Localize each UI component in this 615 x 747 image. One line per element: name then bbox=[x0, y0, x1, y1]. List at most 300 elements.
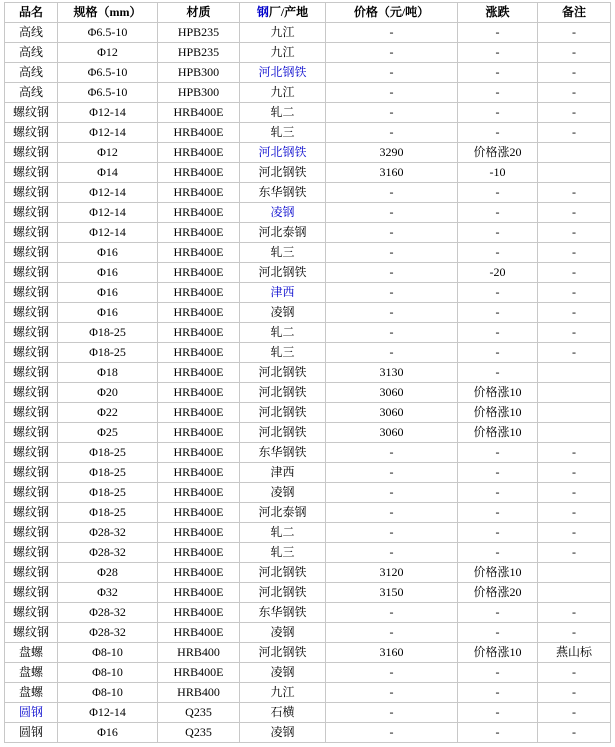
spec-cell: Φ16 bbox=[58, 243, 158, 263]
spec-cell: Φ25 bbox=[58, 423, 158, 443]
table-row bbox=[5, 623, 611, 643]
price-cell: 3150 bbox=[326, 583, 458, 603]
mill-cell: 凌钢 bbox=[240, 623, 326, 643]
price-cell: - bbox=[326, 243, 458, 263]
product-name-cell: 螺纹钢 bbox=[5, 163, 58, 183]
grade-cell: HRB400E bbox=[158, 183, 240, 203]
note-cell bbox=[538, 383, 611, 403]
change-cell: - bbox=[458, 283, 538, 303]
grade-cell: HRB400E bbox=[158, 343, 240, 363]
grade-cell: HRB400E bbox=[158, 463, 240, 483]
spec-cell: Φ18-25 bbox=[58, 323, 158, 343]
note-cell: - bbox=[538, 663, 611, 683]
table-row bbox=[5, 103, 611, 123]
grade-cell: HRB400E bbox=[158, 363, 240, 383]
spec-cell: Φ8-10 bbox=[58, 683, 158, 703]
product-name-cell: 高线 bbox=[5, 43, 58, 63]
product-name-cell: 螺纹钢 bbox=[5, 143, 58, 163]
grade-cell: HRB400E bbox=[158, 103, 240, 123]
product-name-cell: 螺纹钢 bbox=[5, 323, 58, 343]
spec-cell: Φ12-14 bbox=[58, 203, 158, 223]
product-name-cell: 螺纹钢 bbox=[5, 283, 58, 303]
product-name-cell: 盘螺 bbox=[5, 643, 58, 663]
product-name-cell: 螺纹钢 bbox=[5, 203, 58, 223]
spec-cell: Φ16 bbox=[58, 303, 158, 323]
product-name-cell: 螺纹钢 bbox=[5, 523, 58, 543]
grade-cell: HRB400E bbox=[158, 563, 240, 583]
note-cell: - bbox=[538, 623, 611, 643]
table-row bbox=[5, 223, 611, 243]
note-cell bbox=[538, 163, 611, 183]
steel-price-table bbox=[4, 2, 611, 743]
price-cell: - bbox=[326, 703, 458, 723]
table-row bbox=[5, 383, 611, 403]
table-row bbox=[5, 403, 611, 423]
spec-cell: Φ6.5-10 bbox=[58, 23, 158, 43]
mill-header-link[interactable]: 钢 bbox=[256, 5, 269, 19]
change-cell: - bbox=[458, 683, 538, 703]
change-cell: - bbox=[458, 123, 538, 143]
price-cell: - bbox=[326, 603, 458, 623]
table-row bbox=[5, 243, 611, 263]
change-cell: - bbox=[458, 623, 538, 643]
table-row bbox=[5, 443, 611, 463]
mill-cell: 河北泰钢 bbox=[240, 223, 326, 243]
price-cell: - bbox=[326, 283, 458, 303]
mill-cell: 河北钢铁 bbox=[240, 363, 326, 383]
change-cell: - bbox=[458, 663, 538, 683]
price-cell: 3290 bbox=[326, 143, 458, 163]
grade-cell: HRB400E bbox=[158, 303, 240, 323]
table-row bbox=[5, 543, 611, 563]
product-name-link[interactable]: 圆钢 bbox=[18, 705, 43, 719]
note-cell: - bbox=[538, 263, 611, 283]
mill-cell: 河北钢铁 bbox=[240, 563, 326, 583]
change-cell: - bbox=[458, 103, 538, 123]
mill-cell: 河北钢铁 bbox=[240, 643, 326, 663]
change-cell: - bbox=[458, 703, 538, 723]
product-name-cell: 盘螺 bbox=[5, 663, 58, 683]
grade-cell: HRB400E bbox=[158, 503, 240, 523]
spec-cell: Φ6.5-10 bbox=[58, 83, 158, 103]
mill-cell: 九江 bbox=[240, 83, 326, 103]
table-row bbox=[5, 43, 611, 63]
table-row bbox=[5, 163, 611, 183]
product-name-cell: 螺纹钢 bbox=[5, 263, 58, 283]
note-cell bbox=[538, 583, 611, 603]
spec-cell: Φ18-25 bbox=[58, 463, 158, 483]
price-cell: - bbox=[326, 543, 458, 563]
product-name-cell: 螺纹钢 bbox=[5, 103, 58, 123]
note-cell: - bbox=[538, 323, 611, 343]
mill-cell: 河北钢铁 bbox=[240, 583, 326, 603]
grade-cell: HRB400E bbox=[158, 143, 240, 163]
change-cell: 价格涨10 bbox=[458, 403, 538, 423]
grade-cell: HRB400E bbox=[158, 523, 240, 543]
note-cell bbox=[538, 563, 611, 583]
change-cell: 价格涨10 bbox=[458, 383, 538, 403]
mill-link[interactable]: 河北钢铁 bbox=[258, 145, 307, 159]
change-cell: - bbox=[458, 503, 538, 523]
note-cell bbox=[538, 363, 611, 383]
change-cell: 价格涨10 bbox=[458, 563, 538, 583]
table-row bbox=[5, 423, 611, 443]
price-cell: - bbox=[326, 683, 458, 703]
table-row bbox=[5, 63, 611, 83]
price-cell: 3130 bbox=[326, 363, 458, 383]
mill-cell: 河北钢铁 bbox=[240, 383, 326, 403]
grade-cell: HRB400E bbox=[158, 163, 240, 183]
mill-cell: 凌钢 bbox=[240, 663, 326, 683]
change-cell: - bbox=[458, 363, 538, 383]
change-cell: - bbox=[458, 83, 538, 103]
spec-cell: Φ18-25 bbox=[58, 343, 158, 363]
table-row bbox=[5, 23, 611, 43]
table-row bbox=[5, 703, 611, 723]
product-name-cell: 螺纹钢 bbox=[5, 363, 58, 383]
price-cell: - bbox=[326, 483, 458, 503]
table-row bbox=[5, 663, 611, 683]
table-row bbox=[5, 323, 611, 343]
mill-cell: 轧三 bbox=[240, 243, 326, 263]
grade-cell: HRB400E bbox=[158, 383, 240, 403]
change-cell: - bbox=[458, 543, 538, 563]
table-row bbox=[5, 563, 611, 583]
grade-cell: HRB400E bbox=[158, 663, 240, 683]
table-row bbox=[5, 603, 611, 623]
change-cell: - bbox=[458, 723, 538, 743]
mill-cell: 九江 bbox=[240, 43, 326, 63]
change-cell: - bbox=[458, 343, 538, 363]
grade-cell: HPB300 bbox=[158, 63, 240, 83]
mill-cell: 凌钢 bbox=[240, 303, 326, 323]
table-row bbox=[5, 683, 611, 703]
product-name-cell: 螺纹钢 bbox=[5, 463, 58, 483]
price-cell: - bbox=[326, 223, 458, 243]
product-name-cell: 螺纹钢 bbox=[5, 563, 58, 583]
note-cell bbox=[538, 143, 611, 163]
product-name-cell: 螺纹钢 bbox=[5, 243, 58, 263]
change-cell: 价格涨10 bbox=[458, 643, 538, 663]
table-row bbox=[5, 283, 611, 303]
spec-cell: Φ22 bbox=[58, 403, 158, 423]
spec-cell: Φ8-10 bbox=[58, 643, 158, 663]
note-cell: - bbox=[538, 23, 611, 43]
note-cell: - bbox=[538, 203, 611, 223]
change-cell: - bbox=[458, 603, 538, 623]
mill-cell: 河北泰钢 bbox=[240, 503, 326, 523]
note-cell: - bbox=[538, 503, 611, 523]
note-cell: - bbox=[538, 443, 611, 463]
table-row bbox=[5, 723, 611, 743]
mill-cell bbox=[240, 63, 326, 83]
spec-cell: Φ12-14 bbox=[58, 183, 158, 203]
note-cell: - bbox=[538, 183, 611, 203]
price-cell: - bbox=[326, 523, 458, 543]
product-name-cell: 圆钢 bbox=[5, 723, 58, 743]
spec-cell: Φ12-14 bbox=[58, 123, 158, 143]
grade-cell: HRB400E bbox=[158, 263, 240, 283]
mill-cell: 九江 bbox=[240, 23, 326, 43]
price-cell: - bbox=[326, 23, 458, 43]
change-cell: - bbox=[458, 523, 538, 543]
spec-cell: Φ28-32 bbox=[58, 543, 158, 563]
change-cell: - bbox=[458, 43, 538, 63]
price-cell: - bbox=[326, 83, 458, 103]
mill-cell: 河北钢铁 bbox=[240, 263, 326, 283]
table-row bbox=[5, 143, 611, 163]
note-cell bbox=[538, 403, 611, 423]
product-name-cell: 螺纹钢 bbox=[5, 583, 58, 603]
column-header-name: 品名 bbox=[5, 3, 58, 23]
change-cell: - bbox=[458, 23, 538, 43]
note-cell: - bbox=[538, 83, 611, 103]
spec-cell: Φ18-25 bbox=[58, 443, 158, 463]
mill-cell: 轧二 bbox=[240, 523, 326, 543]
table-row bbox=[5, 263, 611, 283]
spec-cell: Φ18-25 bbox=[58, 483, 158, 503]
note-cell: - bbox=[538, 543, 611, 563]
note-cell: - bbox=[538, 103, 611, 123]
column-header-change: 涨跌 bbox=[458, 3, 538, 23]
note-cell: - bbox=[538, 703, 611, 723]
change-cell: 价格涨20 bbox=[458, 583, 538, 603]
product-name-cell: 螺纹钢 bbox=[5, 603, 58, 623]
change-cell: 价格涨20 bbox=[458, 143, 538, 163]
note-cell: - bbox=[538, 723, 611, 743]
spec-cell: Φ12-14 bbox=[58, 223, 158, 243]
grade-cell: HRB400E bbox=[158, 223, 240, 243]
spec-cell: Φ16 bbox=[58, 263, 158, 283]
note-cell: - bbox=[538, 243, 611, 263]
change-cell: - bbox=[458, 183, 538, 203]
mill-link[interactable]: 河北钢铁 bbox=[258, 65, 307, 79]
price-cell: 3160 bbox=[326, 643, 458, 663]
table-header-row bbox=[5, 3, 611, 23]
note-cell: - bbox=[538, 483, 611, 503]
column-header-note: 备注 bbox=[538, 3, 611, 23]
product-name-cell: 螺纹钢 bbox=[5, 483, 58, 503]
mill-header-text: 厂/产地 bbox=[268, 5, 309, 19]
mill-cell bbox=[240, 203, 326, 223]
price-cell: 3060 bbox=[326, 383, 458, 403]
grade-cell: HRB400E bbox=[158, 283, 240, 303]
column-header-mill bbox=[240, 3, 326, 23]
price-cell: - bbox=[326, 123, 458, 143]
product-name-cell: 高线 bbox=[5, 23, 58, 43]
table-row bbox=[5, 463, 611, 483]
spec-cell: Φ6.5-10 bbox=[58, 63, 158, 83]
product-name-cell: 螺纹钢 bbox=[5, 423, 58, 443]
note-cell bbox=[538, 423, 611, 443]
mill-cell: 轧二 bbox=[240, 103, 326, 123]
change-cell: - bbox=[458, 223, 538, 243]
table-row bbox=[5, 183, 611, 203]
grade-cell: HRB400E bbox=[158, 543, 240, 563]
change-cell: - bbox=[458, 63, 538, 83]
column-header-grade: 材质 bbox=[158, 3, 240, 23]
mill-cell: 东华钢铁 bbox=[240, 443, 326, 463]
change-cell: - bbox=[458, 463, 538, 483]
note-cell: - bbox=[538, 303, 611, 323]
spec-cell: Φ12-14 bbox=[58, 703, 158, 723]
grade-cell: HRB400E bbox=[158, 243, 240, 263]
table-row bbox=[5, 523, 611, 543]
mill-cell: 轧三 bbox=[240, 543, 326, 563]
price-cell: - bbox=[326, 663, 458, 683]
spec-cell: Φ32 bbox=[58, 583, 158, 603]
price-cell: - bbox=[326, 63, 458, 83]
grade-cell: HRB400E bbox=[158, 603, 240, 623]
mill-cell: 轧三 bbox=[240, 123, 326, 143]
grade-cell: HRB400E bbox=[158, 423, 240, 443]
column-header-price: 价格（元/吨） bbox=[326, 3, 458, 23]
grade-cell: HRB400 bbox=[158, 683, 240, 703]
change-cell: - bbox=[458, 203, 538, 223]
price-cell: 3120 bbox=[326, 563, 458, 583]
note-cell: - bbox=[538, 603, 611, 623]
grade-cell: HRB400E bbox=[158, 583, 240, 603]
table-row bbox=[5, 363, 611, 383]
spec-cell: Φ28-32 bbox=[58, 623, 158, 643]
product-name-cell bbox=[5, 703, 58, 723]
mill-cell: 河北钢铁 bbox=[240, 403, 326, 423]
mill-cell: 津西 bbox=[240, 463, 326, 483]
note-cell: 燕山标 bbox=[538, 643, 611, 663]
grade-cell: HRB400E bbox=[158, 623, 240, 643]
price-cell: - bbox=[326, 303, 458, 323]
mill-cell: 轧三 bbox=[240, 343, 326, 363]
change-cell: - bbox=[458, 483, 538, 503]
change-cell: - bbox=[458, 323, 538, 343]
product-name-cell: 螺纹钢 bbox=[5, 343, 58, 363]
spec-cell: Φ28-32 bbox=[58, 523, 158, 543]
table-row bbox=[5, 83, 611, 103]
price-cell: - bbox=[326, 723, 458, 743]
grade-cell: HRB400E bbox=[158, 203, 240, 223]
table-row bbox=[5, 303, 611, 323]
note-cell: - bbox=[538, 63, 611, 83]
grade-cell: HRB400E bbox=[158, 443, 240, 463]
spec-cell: Φ16 bbox=[58, 283, 158, 303]
note-cell: - bbox=[538, 283, 611, 303]
table-row bbox=[5, 123, 611, 143]
grade-cell: HPB235 bbox=[158, 43, 240, 63]
price-cell: - bbox=[326, 463, 458, 483]
product-name-cell: 盘螺 bbox=[5, 683, 58, 703]
product-name-cell: 螺纹钢 bbox=[5, 543, 58, 563]
grade-cell: Q235 bbox=[158, 723, 240, 743]
mill-cell: 石横 bbox=[240, 703, 326, 723]
price-cell: - bbox=[326, 263, 458, 283]
price-cell: - bbox=[326, 183, 458, 203]
note-cell: - bbox=[538, 223, 611, 243]
price-cell: - bbox=[326, 203, 458, 223]
spec-cell: Φ28 bbox=[58, 563, 158, 583]
price-cell: 3160 bbox=[326, 163, 458, 183]
spec-cell: Φ12 bbox=[58, 43, 158, 63]
mill-cell: 凌钢 bbox=[240, 483, 326, 503]
note-cell: - bbox=[538, 683, 611, 703]
product-name-cell: 高线 bbox=[5, 83, 58, 103]
price-cell: - bbox=[326, 323, 458, 343]
table-row bbox=[5, 643, 611, 663]
mill-cell: 东华钢铁 bbox=[240, 603, 326, 623]
mill-cell: 河北钢铁 bbox=[240, 163, 326, 183]
product-name-cell: 螺纹钢 bbox=[5, 123, 58, 143]
note-cell: - bbox=[538, 43, 611, 63]
grade-cell: HPB300 bbox=[158, 83, 240, 103]
mill-cell bbox=[240, 283, 326, 303]
spec-cell: Φ20 bbox=[58, 383, 158, 403]
spec-cell: Φ12 bbox=[58, 143, 158, 163]
price-cell: - bbox=[326, 503, 458, 523]
table-row bbox=[5, 503, 611, 523]
price-cell: 3060 bbox=[326, 423, 458, 443]
spec-cell: Φ16 bbox=[58, 723, 158, 743]
product-name-cell: 螺纹钢 bbox=[5, 183, 58, 203]
table-row bbox=[5, 203, 611, 223]
mill-cell bbox=[240, 143, 326, 163]
change-cell: 价格涨10 bbox=[458, 423, 538, 443]
spec-cell: Φ12-14 bbox=[58, 103, 158, 123]
mill-cell: 九江 bbox=[240, 683, 326, 703]
product-name-cell: 螺纹钢 bbox=[5, 223, 58, 243]
price-cell: - bbox=[326, 623, 458, 643]
note-cell: - bbox=[538, 123, 611, 143]
product-name-cell: 螺纹钢 bbox=[5, 623, 58, 643]
spec-cell: Φ18-25 bbox=[58, 503, 158, 523]
change-cell: -10 bbox=[458, 163, 538, 183]
mill-link[interactable]: 凌钢 bbox=[270, 205, 295, 219]
mill-cell: 轧二 bbox=[240, 323, 326, 343]
price-cell: 3060 bbox=[326, 403, 458, 423]
mill-link[interactable]: 津西 bbox=[270, 285, 295, 299]
table-row bbox=[5, 583, 611, 603]
price-cell: - bbox=[326, 43, 458, 63]
grade-cell: HRB400E bbox=[158, 483, 240, 503]
product-name-cell: 高线 bbox=[5, 63, 58, 83]
table-row bbox=[5, 483, 611, 503]
mill-cell: 凌钢 bbox=[240, 723, 326, 743]
price-cell: - bbox=[326, 103, 458, 123]
mill-cell: 河北钢铁 bbox=[240, 423, 326, 443]
product-name-cell: 螺纹钢 bbox=[5, 503, 58, 523]
product-name-cell: 螺纹钢 bbox=[5, 443, 58, 463]
spec-cell: Φ28-32 bbox=[58, 603, 158, 623]
note-cell: - bbox=[538, 343, 611, 363]
grade-cell: Q235 bbox=[158, 703, 240, 723]
table-row bbox=[5, 343, 611, 363]
grade-cell: HRB400E bbox=[158, 323, 240, 343]
grade-cell: HRB400 bbox=[158, 643, 240, 663]
change-cell: - bbox=[458, 243, 538, 263]
column-header-spec: 规格（mm） bbox=[58, 3, 158, 23]
note-cell: - bbox=[538, 463, 611, 483]
price-cell: - bbox=[326, 343, 458, 363]
price-cell: - bbox=[326, 443, 458, 463]
spec-cell: Φ18 bbox=[58, 363, 158, 383]
product-name-cell: 螺纹钢 bbox=[5, 403, 58, 423]
grade-cell: HPB235 bbox=[158, 23, 240, 43]
change-cell: - bbox=[458, 303, 538, 323]
spec-cell: Φ14 bbox=[58, 163, 158, 183]
spec-cell: Φ8-10 bbox=[58, 663, 158, 683]
product-name-cell: 螺纹钢 bbox=[5, 383, 58, 403]
change-cell: -20 bbox=[458, 263, 538, 283]
note-cell: - bbox=[538, 523, 611, 543]
product-name-cell: 螺纹钢 bbox=[5, 303, 58, 323]
